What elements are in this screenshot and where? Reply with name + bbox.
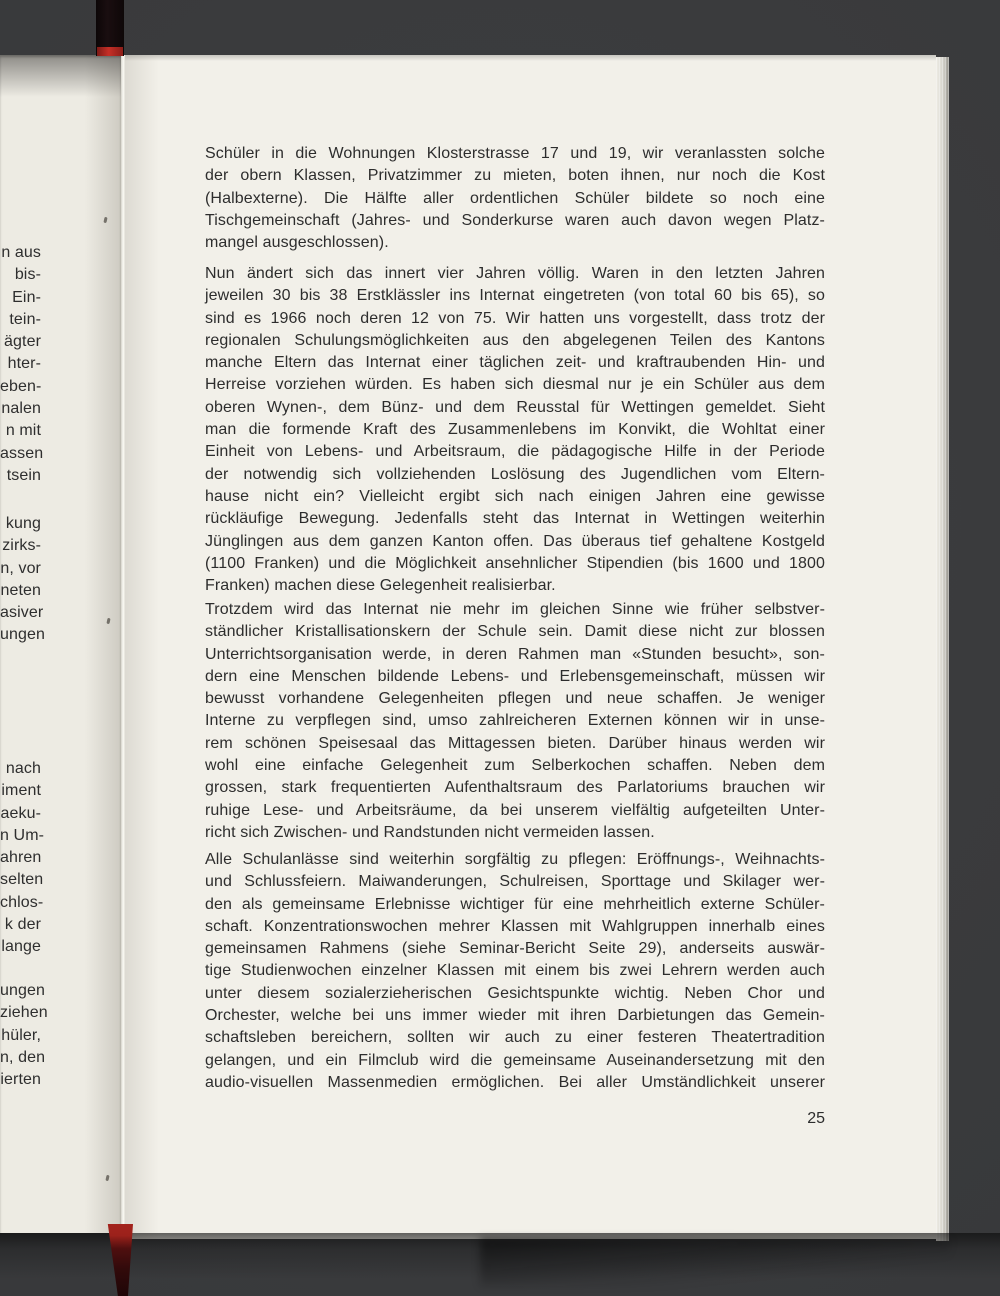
left-page-line: hüler, — [1, 1026, 41, 1044]
left-page-fragments-block — [0, 242, 44, 487]
text-line: grossen, stark frequentierten Aufenthaltsraum des Parlatoriums brauchen wir — [205, 779, 825, 797]
text-line: gelangen, und ein Filmclub wird die gemeinsame Auseinandersetzung mit den — [205, 1051, 825, 1069]
text-line: Orchester, welche bei uns immer wieder mit ihren Darbietungen das Gemein- — [205, 1007, 825, 1025]
left-page-fragments-block — [0, 513, 45, 647]
text-line: (1100 Franken) und die Möglichkeit ansehnlicher Stipendien (bis 1600 und 1800 — [205, 554, 825, 572]
text-line: regionalen Schulungsmöglichkeiten aus den abgelegenen Teilen des Kantons — [205, 331, 825, 349]
left-page-line: n, vor — [0, 559, 41, 577]
left-page-line: assen — [0, 444, 44, 462]
left-page-line: selten — [0, 871, 44, 889]
left-page-line: n Um- — [0, 826, 45, 844]
text-line: hause nicht ein? Vielleicht ergibt sich nach einigen Jahren eine gewisse — [205, 487, 825, 505]
text-line: manche Eltern das Internat einer täglichen zeit- und kraftraubenden Hin- und — [205, 354, 825, 372]
fore-edge-page-stack — [936, 57, 949, 1241]
left-page-line: tein- — [9, 310, 41, 328]
left-page — [0, 55, 121, 1233]
left-page-line: ungen — [0, 626, 45, 644]
left-page-line: ierten — [0, 1071, 41, 1089]
left-page-line: aeku- — [0, 804, 41, 822]
left-page-line: k der — [4, 916, 41, 934]
text-line: richt sich Zwischen- und Randstunden nicht vermeiden lassen. — [205, 823, 655, 841]
text-line: der obern Klassen, Privatzimmer zu mieten, boten ihnen, nur noch die Kost — [205, 167, 825, 185]
left-page-line: asiver — [0, 604, 44, 622]
paper-speck — [106, 618, 110, 624]
text-line: der notwendig sich vollziehenden Loslösung des Jugendlichen vom Eltern- — [205, 465, 825, 483]
left-page-line: chlos- — [0, 893, 44, 911]
paragraph — [205, 849, 825, 1094]
left-page-line: bis- — [14, 266, 41, 284]
left-page-line: ungen — [0, 982, 45, 999]
left-page-line: zirks- — [2, 537, 41, 555]
left-page-line: n aus — [1, 244, 41, 261]
text-line: Einheit von Lebens- und Arbeitsraum, die pädagogische Hilfe in der Periode — [205, 443, 825, 461]
left-page-fragments-block — [0, 980, 48, 1091]
text-line: gemeinsamen Rahmens (siehe Seminar-Bericht Seite 29), anderseits auswär- — [205, 940, 825, 958]
text-line: und Schlussfeiern. Maiwanderungen, Schulreisen, Sporttage und Skilager wer- — [205, 873, 825, 891]
left-page-line: kung — [5, 515, 41, 532]
text-line: Interne zu verpflegen sind, umso zahlreicheren Externen können wir in unse- — [205, 712, 825, 730]
text-line: jeweilen 30 bis 38 Erstklässler ins Internat eingetreten (von total 60 bis 65), so — [205, 287, 825, 305]
text-line: Alle Schulanlässe sind weiterhin sorgfältig zu pflegen: Eröffnungs-, Weihnachts- — [205, 851, 825, 868]
text-line: ständlicher Kristallisationskern der Schule sein. Damit diese nicht zur blossen — [205, 623, 825, 641]
left-page-line: Ein- — [12, 288, 41, 306]
text-line: unter diesem sozialerzieherischen Gesichtspunkte wichtig. Neben Chor und — [205, 984, 825, 1002]
left-page-line: n, den — [0, 1048, 46, 1066]
text-line: audio-visuellen Massenmedien ermöglichen. Bei aller Umständlichkeit unserer — [205, 1073, 825, 1091]
text-line: Trotzdem wird das Internat nie mehr im gleichen Sinne wie früher selbstver- — [205, 601, 825, 618]
text-line: Schüler in die Wohnungen Klosterstrasse 17 und 19, wir veranlassten solche — [205, 145, 825, 162]
text-line: oberen Wynen-, dem Bünz- und dem Reusstal für Wettingen gemeldet. Sieht — [205, 398, 825, 416]
left-page-line: ziehen — [0, 1004, 48, 1022]
text-line: rem schönen Speisesaal das Mittagessen bieten. Darüber hinaus werden wir — [205, 734, 825, 752]
text-line: sind es 1966 noch deren 12 von 75. Wir hatten uns vorgestellt, dass trotz der — [205, 309, 825, 327]
text-line: rückläufige Bewegung. Jedenfalls steht das Internat in Wettingen weiterhin — [205, 510, 825, 528]
paragraph — [205, 143, 825, 254]
left-page-line: iment — [1, 782, 41, 800]
text-line: wohl eine einfache Gelegenheit zum Selberkochen schaffen. Neben dem — [205, 757, 825, 775]
text-line: Tischgemeinschaft (Jahres- und Sonderkurse waren auch davon wegen Platz- — [205, 211, 825, 229]
book-corner-shadow — [480, 1238, 950, 1286]
text-line: ruhige Lese- und Arbeitsräume, da bei unserem vielfältig aufgeteilten Unter- — [205, 801, 825, 819]
left-page-line: lange — [1, 938, 41, 956]
paragraph — [205, 599, 825, 844]
paragraph — [205, 263, 825, 597]
text-line: tige Studienwochen einzelner Klassen mit einem bis zwei Lehrern werden auch — [205, 962, 825, 980]
text-line: Unterrichtsorganisation werde, in deren Rahmen man «Stunden besucht», son- — [205, 645, 825, 663]
left-page-line: n mit — [5, 422, 41, 440]
text-line: Franken) machen diese Gelegenheit realisierbar. — [205, 577, 556, 595]
text-line: den als gemeinsame Erlebnisse wichtiger für eine mehrheitlich externe Schüler- — [205, 895, 825, 913]
text-line: schaft. Konzentrationswochen mehrer Klassen mit Wahlgruppen innerhalb eines — [205, 917, 825, 935]
text-line: bewusst vorhandene Gelegenheiten pflegen und neue schaffen. Je weniger — [205, 690, 825, 708]
left-page-line: nach — [5, 760, 41, 777]
left-page-line: nalen — [1, 400, 41, 418]
left-page-fragments-block — [0, 758, 45, 959]
paper-speck — [103, 217, 107, 223]
left-page-line: ägter — [4, 333, 41, 351]
left-page-line: eben- — [0, 377, 42, 395]
text-line: (Halbexterne). Die Hälfte aller ordentlichen Schüler bildete so noch eine — [205, 189, 825, 207]
text-line: Jünglingen aus dem ganzen Kanton offen. Das überaus tief gehaltene Kostgeld — [205, 532, 825, 550]
page-number: 25 — [807, 1110, 825, 1127]
right-page — [125, 55, 936, 1239]
left-page-line: neten — [0, 581, 41, 599]
text-line: mangel ausgeschlossen). — [205, 234, 389, 252]
left-page-line: ahren — [0, 849, 42, 867]
text-line: Herreise vorziehen würden. Es haben sich diesmal nur je ein Schüler aus dem — [205, 376, 825, 394]
spine-headband — [96, 0, 124, 56]
text-line: man die formende Kraft des Zusammenlebens im Konvikt, die Wohltat einer — [205, 421, 825, 439]
headband-red-stitch — [97, 47, 123, 56]
left-page-line: tsein — [6, 466, 41, 484]
paper-speck — [105, 1175, 109, 1181]
text-line: dern eine Menschen bildende Lebens- und Erlebensgemeinschaft, müssen wir — [205, 667, 825, 685]
text-line: schaftsleben bereichern, sollten wir auch zu einer festeren Theatertradition — [205, 1029, 825, 1047]
text-line: Nun ändert sich das innert vier Jahren völlig. Waren in den letzten Jahren — [205, 265, 825, 282]
left-page-line: hter- — [7, 355, 41, 373]
